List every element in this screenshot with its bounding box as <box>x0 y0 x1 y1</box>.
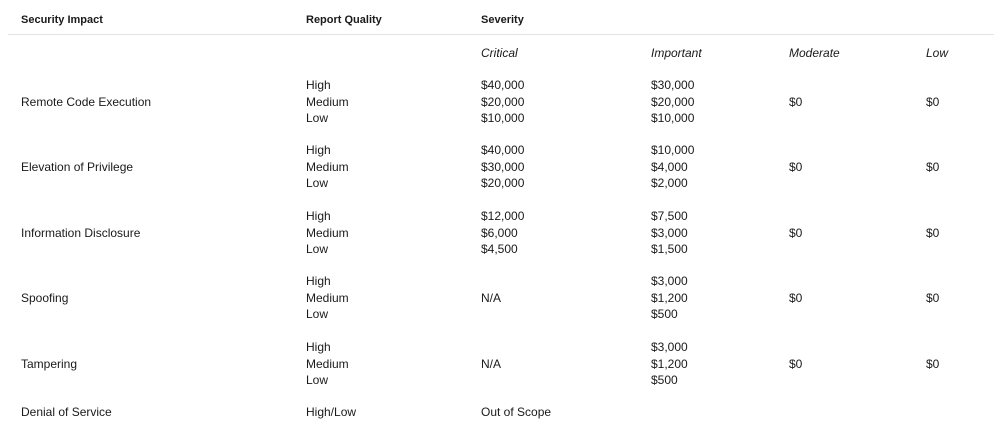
quality-cell-lines <box>306 273 349 323</box>
table-header <box>0 0 1000 34</box>
cell-line: $1,200 <box>651 356 688 371</box>
cell-line: $1,500 <box>651 242 688 257</box>
severity-important: Important <box>651 46 702 60</box>
critical-cell <box>481 77 524 127</box>
critical-cell-lines <box>481 356 501 373</box>
quality-cell-lines <box>306 339 349 389</box>
impact-cell: Spoofing <box>21 290 69 305</box>
important-cell-lines <box>651 273 688 323</box>
low-cell: $0 <box>926 225 940 240</box>
cell-line: Low <box>306 176 329 191</box>
cell-line: $3,000 <box>651 340 688 355</box>
moderate-cell: $0 <box>789 94 803 109</box>
table-row <box>0 273 1000 323</box>
table-row-denial-of-service <box>0 404 1000 421</box>
header-divider <box>8 34 994 35</box>
header-security-impact: Security Impact <box>21 14 103 26</box>
cell-line: Low <box>306 307 329 322</box>
important-cell-lines <box>651 142 694 192</box>
critical-cell-lines <box>481 142 524 192</box>
cell-line: $1,200 <box>651 290 688 305</box>
cell-line: High <box>306 209 331 224</box>
impact-cell: Tampering <box>21 356 78 371</box>
cell-line: $30,000 <box>481 159 525 174</box>
low-cell: $0 <box>926 290 940 305</box>
moderate-cell: $0 <box>789 159 803 174</box>
cell-line: $12,000 <box>481 209 525 224</box>
cell-line: $3,000 <box>651 225 688 240</box>
important-cell <box>651 273 688 323</box>
cell-line: N/A <box>481 290 502 305</box>
cell-line: $10,000 <box>651 111 695 126</box>
cell-line: High <box>306 143 331 158</box>
cell-line: $20,000 <box>651 94 695 109</box>
impact-cell: Denial of Service <box>21 405 112 420</box>
important-cell-lines <box>651 208 688 258</box>
important-cell-lines <box>651 339 688 389</box>
cell-line: $2,000 <box>651 176 688 191</box>
cell-line: $20,000 <box>481 94 525 109</box>
critical-cell <box>481 273 501 323</box>
quality-cell-lines <box>306 77 349 127</box>
table-row <box>0 208 1000 258</box>
cell-line: $6,000 <box>481 225 518 240</box>
severity-critical: Critical <box>481 46 518 60</box>
severity-low: Low <box>926 46 949 60</box>
important-cell <box>651 77 694 127</box>
cell-line: $10,000 <box>481 111 525 126</box>
cell-line: Low <box>306 242 329 257</box>
critical-cell-lines <box>481 290 501 307</box>
critical-cell <box>481 142 524 192</box>
important-cell <box>651 339 688 389</box>
cell-line: High <box>306 78 331 93</box>
cell-line: High <box>306 274 331 289</box>
quality-cell <box>306 142 349 192</box>
cell-line: Medium <box>306 356 349 371</box>
critical-cell <box>481 339 501 389</box>
table-row <box>0 142 1000 192</box>
cell-line: Low <box>306 373 329 388</box>
cell-line: N/A <box>481 356 502 371</box>
cell-line: $500 <box>651 373 678 388</box>
cell-line: Low <box>306 111 329 126</box>
header-severity: Severity <box>481 14 524 26</box>
moderate-cell: $0 <box>789 290 803 305</box>
quality-cell <box>306 208 349 258</box>
impact-cell: Remote Code Execution <box>21 94 152 109</box>
quality-cell <box>306 273 349 323</box>
moderate-cell: $0 <box>789 225 803 240</box>
quality-cell-lines <box>306 208 349 258</box>
table-row <box>0 77 1000 127</box>
table-row <box>0 339 1000 389</box>
severity-levels-row <box>0 45 1000 61</box>
cell-line: Medium <box>306 290 349 305</box>
low-cell: $0 <box>926 356 940 371</box>
cell-line: $30,000 <box>651 78 695 93</box>
header-report-quality: Report Quality <box>306 14 382 26</box>
quality-cell <box>306 339 349 389</box>
low-cell: $0 <box>926 159 940 174</box>
critical-cell-lines <box>481 208 524 258</box>
cell-line: $7,500 <box>651 209 688 224</box>
impact-cell: Elevation of Privilege <box>21 159 134 174</box>
low-cell: $0 <box>926 94 940 109</box>
important-cell-lines <box>651 77 694 127</box>
quality-cell-lines <box>306 142 349 192</box>
cell-line: Medium <box>306 94 349 109</box>
cell-line: $20,000 <box>481 176 525 191</box>
cell-line: $4,500 <box>481 242 518 257</box>
cell-line: $40,000 <box>481 143 525 158</box>
cell-line: Medium <box>306 159 349 174</box>
cell-line: $10,000 <box>651 143 695 158</box>
critical-cell-lines <box>481 77 524 127</box>
critical-cell <box>481 208 524 258</box>
out-of-scope-cell: Out of Scope <box>481 405 552 420</box>
quality-cell <box>306 77 349 127</box>
impact-cell: Information Disclosure <box>21 225 141 240</box>
moderate-cell: $0 <box>789 356 803 371</box>
quality-cell: High/Low <box>306 405 357 420</box>
important-cell <box>651 142 694 192</box>
important-cell <box>651 208 688 258</box>
cell-line: Medium <box>306 225 349 240</box>
cell-line: $4,000 <box>651 159 688 174</box>
cell-line: $500 <box>651 307 678 322</box>
cell-line: $40,000 <box>481 78 525 93</box>
cell-line: $3,000 <box>651 274 688 289</box>
cell-line: High <box>306 340 331 355</box>
severity-moderate: Moderate <box>789 46 840 60</box>
